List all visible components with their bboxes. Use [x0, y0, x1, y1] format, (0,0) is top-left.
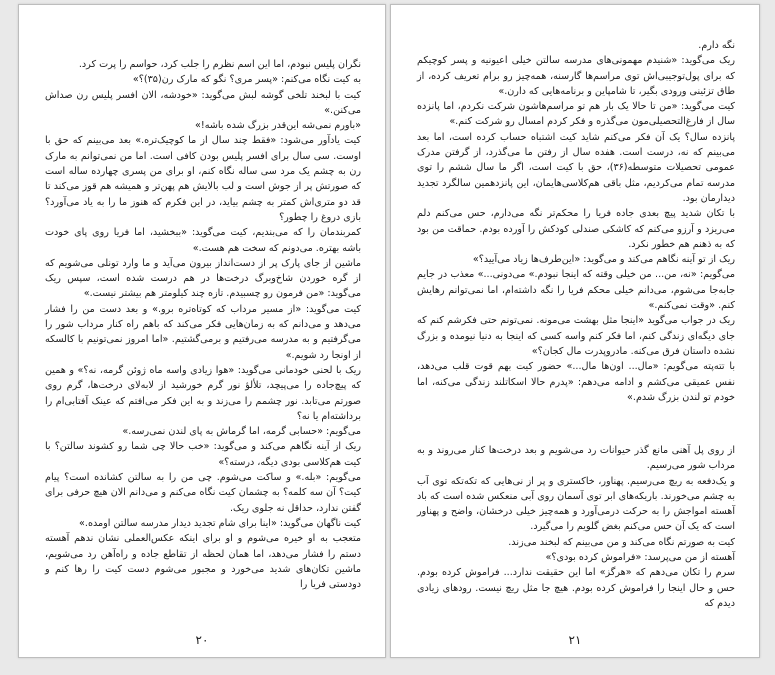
- paragraph: می‌گویم: «نه، من... من خیلی وقته که اینجا نبودم.» می‌دونی...» معذب در جایم جابه‌جا می‌شوم، می‌دانم خیلی محکم فریا را نگه داشته‌ام، اما نمی‌توانم رهایش کنم. «وقت نمی‌کنم.»: [417, 269, 735, 312]
- paragraph: ریک می‌گوید: «شنیدم مهمونی‌های مدرسه سالتن خیلی اعیونیه و پسر کوچیکم که برای پول‌توجیبی‌اش توی مراسم‌ها گارسنه، همه‌چیز رو برام تعریف کرده، از طاق تزئینی ورودی بگیر، تا شامپاین و برنامه‌هایی که دارن.»: [417, 55, 735, 97]
- paragraph: کمربندمان را که می‌بندیم، کیت می‌گوید: «ببخشید، اما فریا روی پای خودت باشه بهتره. می‌دونم که سخت هم هست.»: [45, 227, 361, 254]
- paragraph: ریک در جواب می‌گوید «اینجا مثل بهشت می‌مونه. نمی‌تونم حتی فکرشم کنم که جای دیگه‌ای زندگی کنم، اما فکر کنم واسه کسی که اینجا به دنیا نیومده و بزرگ نشده داستان فرق می‌کنه. مادروپدرت مال کجان؟»: [417, 315, 735, 357]
- page-number: ۲۱: [568, 633, 582, 647]
- paragraph: نگه دارم.: [698, 40, 735, 51]
- left-page: [18, 4, 386, 658]
- paragraph: و یک‌دفعه به ریچ می‌رسیم. پهناور، خاکستری و پر از نی‌هایی که تکه‌تکه توی آب به چشم می‌خورند. باریکه‌های ابر توی آسمان روی آبی منعکس شده است که باد آهسته امواجش را به حرکت درمی‌آورد و همه‌چیز خیلی درخشان، واضح و پهناور است که یک آن حس می‌کنم بغض گلویم را می‌گیرد.: [417, 475, 735, 533]
- paragraph: از روی پل آهنی مانع گذر حیوانات رد می‌شویم و بعد درخت‌ها کنار می‌روند و به مرداب شور می‌رسیم.: [417, 445, 735, 472]
- paragraph: با تکان شدید پیچ بعدی جاده فریا را محکم‌تر نگه می‌دارم، حس می‌کنم دلم می‌ریزد و آرزو می‌کنم که کاشکی صندلی کودکش را آورده بودم. حماقت من بود که به ذهنم هم خطور نکرد.: [417, 208, 735, 250]
- paragraph: کیت می‌گوید: «من تا حالا یک بار هم تو مراسم‌هاشون شرکت نکردم، اما پانزده سال از فارغ‌التحصیلی‌مون می‌گذره و فکر کردم امسال رو شرکت کنم.»: [417, 101, 735, 128]
- paragraph: کیت ناگهان می‌گوید: «اینا برای شام تجدید دیدار مدرسه سالتن اومده.»: [79, 517, 361, 529]
- paragraph: نگران پلیس نبودم، اما این اسم نظرم را جلب کرد، حواسم را پرت کرد.: [78, 59, 361, 70]
- paragraph: ریک از آینه نگاهم می‌کند و می‌گوید: «خب حالا چی شما رو کشوند سالتن؟ با کیت هم‌کلاسی بودی دیگه، درسته؟»: [45, 441, 361, 468]
- paragraph: ریک با لحنی خودمانی می‌گوید: «هوا زیادی واسه ماه ژوئن گرمه، نه؟» و همین که پیچ‌جاده را می‌پیچد، تلألؤ نور گرم خورشید از لابه‌لای درخت‌ها، گرم روی صورتم می‌تابد. نور چشمم را می‌زند و به این فکر می‌افتم که عینک آفتابی‌ام را برداشته‌ام یا نه؟: [45, 364, 361, 422]
- paragraph: متعجب به او خیره می‌شوم و او برای اینکه عکس‌العملی نشان ندهم آهسته دستم را فشار می‌دهد، اما همان لحظه از تقاطع جاده و راه‌آهن رد می‌شویم، ماشین تکان‌های شدید می‌خورد و مجبور می‌شوم دست کیت را رها کنم و دودستی فریا را: [45, 533, 361, 591]
- paragraph: کیت با لبخند تلخی گوشه لبش می‌گوید: «خودشه، الان افسر پلیس رن صداش می‌کنن.»: [45, 89, 361, 116]
- right-page: [390, 4, 760, 658]
- page-number: ۲۰: [195, 633, 209, 647]
- paragraph: می‌گویم: «بله.» و ساکت می‌شوم. چی من را به سالتن کشانده است؟ پیام کیت؟ آن سه کلمه؟ به چشمان کیت نگاه می‌کنم و می‌دانم الان هیچ حرفی برای گفتن ندارد، حداقل نه جلوی ریک.: [45, 472, 361, 514]
- right-page-text-bottom: [417, 443, 735, 609]
- paragraph: می‌گویم: «حسابی گرمه، اما گرماش به پای لندن نمی‌رسه.»: [122, 426, 361, 438]
- right-page-text-top: [417, 38, 735, 423]
- paragraph: ماشین از جای پارک پر از دست‌انداز بیرون می‌آید و ما وارد تونلی می‌شویم که از گره خوردن شاخ‌وبرگ درخت‌ها در هم درست شده است، سپس ریک می‌گوید: «من فرمون رو چسبیدم. تازه چند کیلومتر هم بیشتر نیست.»: [45, 257, 361, 300]
- paragraph: آهسته از من می‌پرسد: «فراموش کرده بودی؟»: [545, 552, 735, 564]
- paragraph: سرم را تکان می‌دهم که «هرگز» اما این حقیقت ندارد... فراموش کرده بودم. حس و حال اینجا را فراموش کرده بودم. هیچ جا مثل ریچ نیست. رودهای زیادی دیدم که: [417, 567, 735, 609]
- paragraph: با تته‌پته می‌گویم: «مال... اون‌ها مال...» حضور کیت بهم قوت قلب می‌دهد، نفس عمیقی می‌کشم و ادامه می‌دهم: «پدرم حالا اسکاتلند زندگی می‌کنه، اما خودم تو لندن بزرگ شدم.»: [417, 361, 735, 403]
- paragraph: ریک از تو آینه نگاهم می‌کند و می‌گوید: «این‌طرف‌ها زیاد می‌آیید؟»: [472, 254, 735, 266]
- paragraph: «باورم نمی‌شه این‌قدر بزرگ شده باشه!»: [195, 120, 361, 132]
- paragraph: به کیت نگاه می‌کنم: «پسر مری؟ نگو که مارک رن(۳۵)؟»: [132, 74, 361, 86]
- paragraph: کیت یادآور می‌شود: «فقط چند سال از ما کوچیک‌تره.» بعد می‌بینم که حق با اوست. سی سال برای افسر پلیس بودن کافی است. اما من نمی‌توانم به مارک رن به چشم یک مرد سی ساله نگاه کنم، او برای من پسری چهارده ساله است که صورتش پر از جوش است و لب بالایش هم پهن‌تر و همیشه هم قوز می‌کند تا قد دو متری‌اش کمتر به چشم بیاید، در این فکرم که هنوز ما را به یاد می‌آورد؟ بازی دروغ را چطور؟: [45, 135, 361, 223]
- paragraph: کیت می‌گوید: «از مسیر مرداب که کوتاه‌تره برو.» و بعد دست من را فشار می‌دهد و می‌دانم که به زمان‌هایی فکر می‌کند که باهم راه کنار مرداب شور را می‌گرفتیم و به مدرسه می‌رفتیم و برمی‌گشتیم. «اما امروز نمی‌تونیم با کالسکه از اونجا رد شویم.»: [45, 303, 361, 361]
- paragraph: کیت به صورتم نگاه می‌کند و من می‌بینم که لبخند می‌زند.: [508, 536, 735, 548]
- paragraph: پانزده سال؟ یک آن فکر می‌کنم شاید کیت اشتباه حساب کرده است، اما بعد می‌بینم که نه، درست است. هفده سال از رفتن ما می‌گذرد، از گرفتن مدرک عمومی تحصیلات متوسطه(۳۶)، حق با کیت است، اگر ما سال ششم را توی مدرسه تمام می‌کردیم، مثل باقی هم‌کلاسی‌هایمان، این پانزدهمین سالگرد تجدید دیدارمان بود.: [417, 131, 735, 204]
- left-page-text: [45, 57, 361, 617]
